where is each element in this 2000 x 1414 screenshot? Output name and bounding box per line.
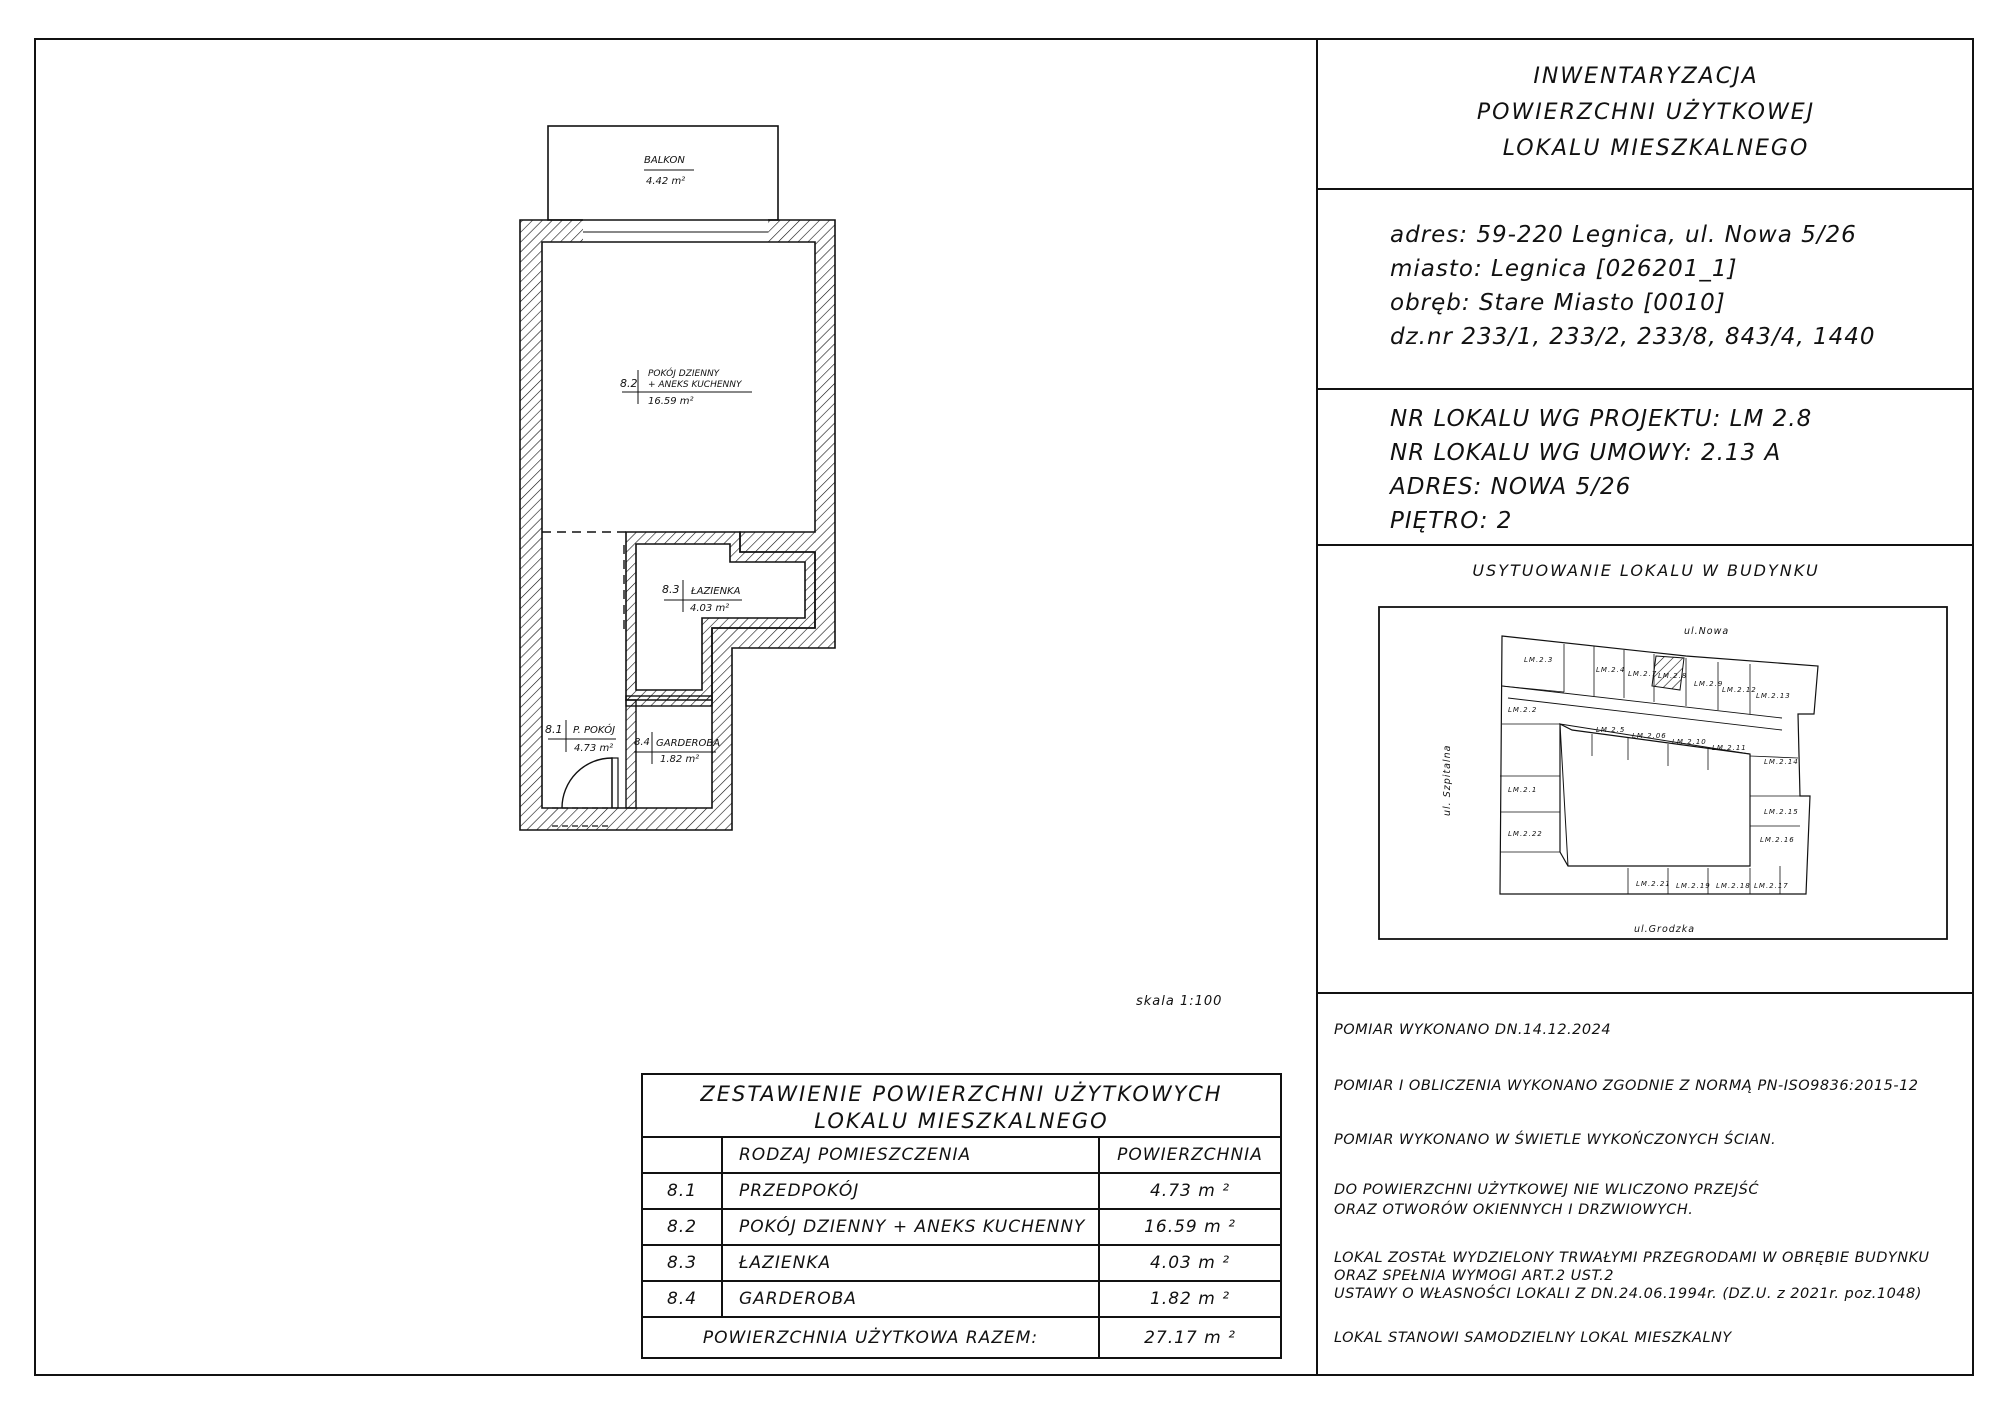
room-82-name1: POKÓJ DZIENNY — [648, 369, 720, 379]
room-81-no: 8.1 — [545, 723, 563, 736]
unit-block — [1318, 390, 1974, 546]
building-site-plan — [1378, 606, 1948, 940]
room-84-name: GARDEROBA — [656, 738, 721, 749]
table-title-line1: ZESTAWIENIE POWIERZCHNI UŻYTKOWYCH — [700, 1082, 1223, 1106]
room-81-area: 4.73 m² — [574, 743, 614, 754]
note-line: USTAWY O WŁASNOŚCI LOKALI Z DN.24.06.1994r. (DZ.U. z 2021r. poz.1048) — [1334, 1286, 1922, 1302]
unit-label: LM.2.19 — [1676, 882, 1711, 890]
note-line: LOKAL STANOWI SAMODZIELNY LOKAL MIESZKALNY — [1334, 1330, 1732, 1346]
street-left: ul. Szpitalna — [1442, 744, 1453, 816]
location-title: USYTUOWANIE LOKALU W BUDYNKU — [1472, 561, 1820, 580]
row-name: PRZEDPOKÓJ — [723, 1174, 1100, 1208]
unit-label: LM.2.10 — [1672, 738, 1707, 746]
wardrobe-wall — [626, 696, 712, 706]
entry-door — [562, 758, 612, 808]
balkon-area: 4.42 m² — [646, 176, 686, 187]
note-line: POMIAR WYKONANO DN.14.12.2024 — [1334, 1022, 1612, 1038]
table-title-line2: LOKALU MIESZKALNEGO — [814, 1109, 1109, 1133]
unit-label: LM.2.5 — [1596, 726, 1626, 734]
unit-label: LM.2.18 — [1716, 882, 1751, 890]
note-line: LOKAL ZOSTAŁ WYDZIELONY TRWAŁYMI PRZEGRODAMI W OBRĘBIE BUDYNKU — [1334, 1250, 1930, 1266]
unit-label: LM.2.15 — [1764, 808, 1799, 816]
title-block — [1318, 38, 1974, 190]
title-line3: LOKALU MIESZKALNEGO — [1502, 136, 1810, 161]
unit-label: LM.2.16 — [1760, 836, 1795, 844]
unit-label: LM.2.21 — [1636, 880, 1671, 888]
room-83-no: 8.3 — [662, 583, 680, 596]
floor-plan — [0, 0, 1300, 1020]
unit-floor: PIĘTRO: 2 — [1390, 508, 1513, 534]
unit-label: LM.2.14 — [1764, 758, 1799, 766]
unit-contract-no: NR LOKALU WG UMOWY: 2.13 A — [1390, 440, 1782, 466]
row-area: 4.73 m ² — [1149, 1181, 1231, 1201]
balkon-label: BALKON — [644, 155, 685, 166]
room-84-no: 8.4 — [634, 737, 650, 748]
row-no: 8.3 — [643, 1246, 723, 1280]
row-name: POKÓJ DZIENNY + ANEKS KUCHENNY — [723, 1210, 1100, 1244]
row-name: ŁAZIENKA — [723, 1246, 1100, 1280]
info-panel — [1316, 38, 1974, 1376]
balcony — [548, 126, 778, 220]
district-line: obręb: Stare Miasto [0010] — [1390, 290, 1726, 316]
room-82-name2: + ANEKS KUCHENNY — [648, 380, 742, 390]
unit-label: LM.2.3 — [1524, 656, 1554, 664]
unit-label: LM.2.8 — [1658, 672, 1688, 680]
title-line2: POWIERZCHNI UŻYTKOWEJ — [1476, 100, 1816, 125]
unit-label: LM.2.4 — [1596, 666, 1626, 674]
location-block — [1318, 546, 1974, 994]
address-block — [1318, 190, 1974, 390]
table-row — [643, 1210, 1280, 1246]
area-table — [641, 1073, 1282, 1359]
unit-project-no: NR LOKALU WG PROJEKTU: LM 2.8 — [1390, 406, 1813, 432]
table-row — [643, 1246, 1280, 1282]
unit-label: LM.2.7 — [1628, 670, 1658, 678]
row-area: 4.03 m ² — [1149, 1253, 1231, 1273]
notes-block — [1318, 994, 1974, 1376]
room-83-area: 4.03 m² — [690, 603, 730, 614]
note-line: POMIAR I OBLICZENIA WYKONANO ZGODNIE Z NORMĄ PN-ISO9836:2015-12 — [1334, 1078, 1919, 1094]
row-area: 16.59 m ² — [1144, 1217, 1236, 1237]
col-type-header: RODZAJ POMIESZCZENIA — [723, 1138, 1100, 1172]
unit-label: LM.2.22 — [1508, 830, 1543, 838]
address-line: adres: 59-220 Legnica, ul. Nowa 5/26 — [1390, 222, 1857, 248]
unit-label: LM.2.1 — [1508, 786, 1538, 794]
table-total-row — [643, 1318, 1280, 1359]
title-line1: INWENTARYZACJA — [1533, 64, 1759, 89]
city-line: miasto: Legnica [026201_1] — [1390, 256, 1738, 282]
unit-label: LM.2.11 — [1712, 744, 1747, 752]
unit-label: LM.2.13 — [1756, 692, 1791, 700]
unit-label: LM.2.2 — [1508, 706, 1538, 714]
row-no: 8.1 — [643, 1174, 723, 1208]
row-no: 8.2 — [643, 1210, 723, 1244]
room-81-name: P. POKÓJ — [573, 725, 616, 736]
room-83-name: ŁAZIENKA — [691, 586, 741, 597]
table-title — [643, 1075, 1280, 1138]
table-header-row — [643, 1138, 1280, 1174]
row-area: 1.82 m ² — [1149, 1289, 1231, 1309]
note-line: DO POWIERZCHNI UŻYTKOWEJ NIE WLICZONO PRZEJŚĆ — [1334, 1182, 1760, 1198]
table-row — [643, 1174, 1280, 1210]
street-bottom: ul.Grodzka — [1634, 924, 1696, 935]
unit-label: LM.2.17 — [1754, 882, 1789, 890]
unit-address: ADRES: NOWA 5/26 — [1390, 474, 1632, 500]
col-area-header: POWIERZCHNIA — [1117, 1145, 1263, 1165]
total-area: 27.17 m ² — [1144, 1328, 1236, 1348]
street-top: ul.Nowa — [1684, 626, 1730, 637]
note-line: POMIAR WYKONANO W ŚWIETLE WYKOŃCZONYCH ŚCIAN. — [1334, 1132, 1777, 1148]
parcels-line: dz.nr 233/1, 233/2, 233/8, 843/4, 1440 — [1390, 324, 1876, 350]
note-line: ORAZ SPEŁNIA WYMOGI ART.2 UST.2 — [1334, 1268, 1614, 1284]
note-line: ORAZ OTWORÓW OKIENNYCH I DRZWIOWYCH. — [1334, 1202, 1694, 1218]
scale-label: skala 1:100 — [1136, 994, 1223, 1009]
unit-label: LM.2.06 — [1632, 732, 1667, 740]
room-82-no: 8.2 — [620, 377, 638, 390]
unit-label: LM.2.9 — [1694, 680, 1724, 688]
total-label: POWIERZCHNIA UŻYTKOWA RAZEM: — [643, 1318, 1100, 1359]
row-name: GARDEROBA — [723, 1282, 1100, 1316]
unit-label: LM.2.12 — [1722, 686, 1757, 694]
table-row — [643, 1282, 1280, 1318]
room-82-area: 16.59 m² — [648, 396, 694, 407]
room-84-area: 1.82 m² — [660, 754, 700, 765]
row-no: 8.4 — [643, 1282, 723, 1316]
